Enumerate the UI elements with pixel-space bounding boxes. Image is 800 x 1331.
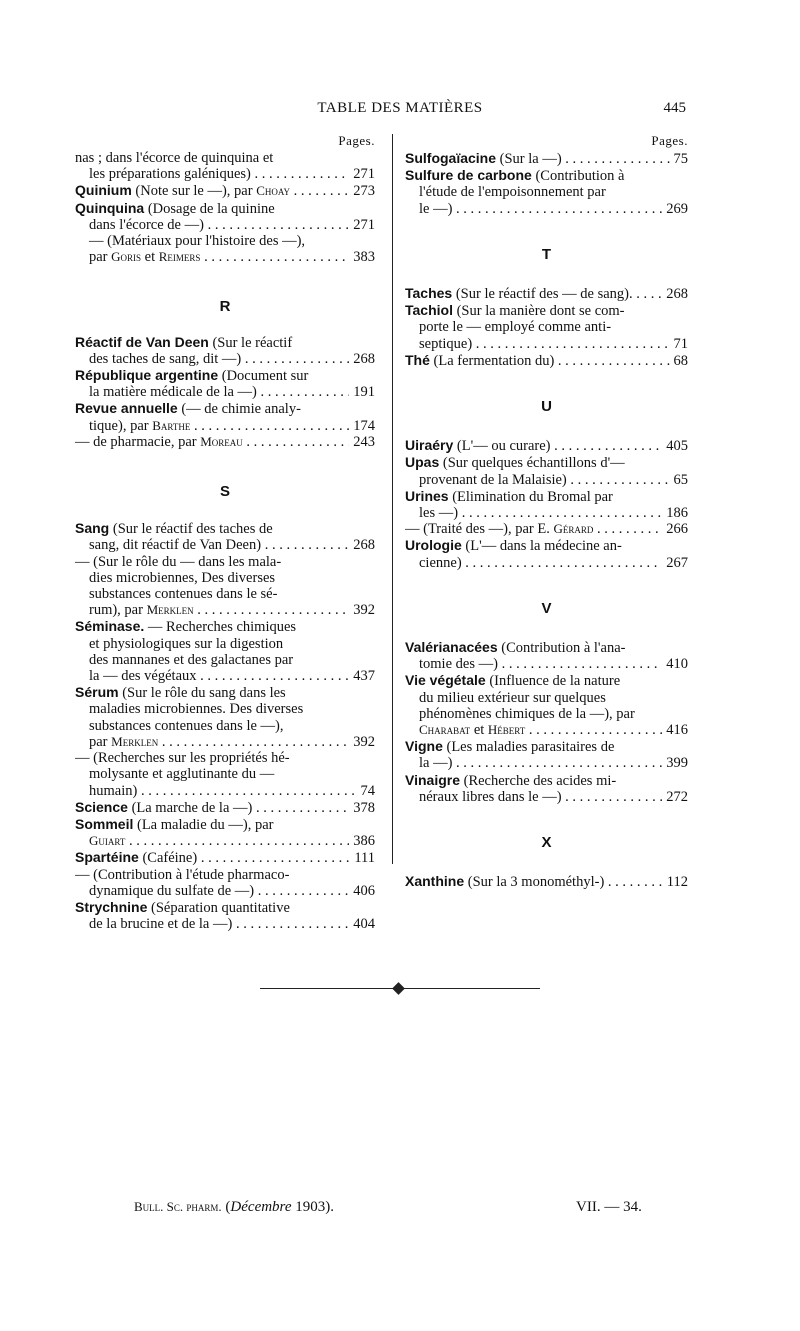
index-line: néraux libres dans le —) . . . 272 [405,789,688,805]
index-entry-serum: Sérum (Sur le rôle du sang dans les [75,684,286,702]
index-entry-sommeil: Sommeil (La maladie du —), par [75,815,274,833]
index-entry-sang: Sang (Sur le réactif des taches de [75,520,273,538]
index-line: — (Sur le rôle du — dans les mala- [75,553,282,570]
section-letter: R [219,298,231,316]
index-entry-valerianacees: Valérianacées (Contribution à l'ana- [405,639,626,657]
index-line: des mannanes et des galactanes par [89,651,294,668]
index-line: du milieu extérieur sur quelques [419,689,606,706]
index-line: molysante et agglutinante du — [89,766,275,783]
index-line: — (Contribution à l'étude pharmaco- [75,866,290,883]
index-entry-science: Science (La marche de la —) . . . 378 [75,799,375,816]
index-line: rum), par Merklen . . . 392 [75,602,375,618]
index-entry-revue: Revue annuelle (— de chimie analy- [75,400,301,418]
footer-citation: Bull. Sc. pharm. (Décembre 1903). [134,1199,334,1215]
page-number: 445 [663,100,686,116]
index-line: sang, dit réactif de Van Deen) . . . 268 [75,537,375,553]
index-line: de la brucine et de la —) . . . 404 [75,916,375,932]
index-line: — (Matériaux pour l'histoire des —), [89,233,306,250]
index-entry-vie-vegetale: Vie végétale (Influence de la nature [405,672,621,690]
index-entry-xanthine: Xanthine (Sur la 3 monométhyl-) . . . 112 [405,873,688,890]
index-entry-strychnine: Strychnine (Séparation quantitative [75,898,290,916]
index-line: Charabat et Hébert . . . 416 [405,722,688,738]
index-entry-urologie: Urologie (L'— dans la médecine an- [405,537,622,555]
diamond-icon [392,982,405,995]
pages-label: Pages. [651,133,688,148]
index-line: l'étude de l'empoisonnement par [419,184,606,201]
index-line: des taches de sang, dit —) . . . 268 [75,351,375,367]
index-line: — (Recherches sur les propriétés hé- [75,750,290,767]
index-entry-quinium: Quinium (Note sur le —), par Choay . . . 273 [75,182,375,199]
section-letter: V [541,599,552,617]
index-entry-uiraery: Uiraéry (L'— ou curare) . . . 405 [405,437,688,454]
index-entry-reactif: Réactif de Van Deen (Sur le réactif [75,333,293,351]
index-line: substances contenues dans le sé- [89,586,278,603]
index-entry-the: Thé (La fermentation du) . . . 68 [405,352,688,369]
page-title: TABLE DES MATIÈRES [317,100,483,116]
index-entry-sulfogaiacine: Sulfogaïacine (Sur la —) . . . 75 [405,150,688,167]
footer-signature: VII. — 34. [576,1199,642,1215]
index-line: septique) . . . 71 [405,336,688,352]
index-line: tomie des —) . . . 410 [405,656,688,672]
index-entry-vinaigre: Vinaigre (Recherche des acides mi- [405,771,617,789]
section-letter: X [541,834,552,852]
page-header [0,100,800,120]
index-line: dynamique du sulfate de —) . . . 406 [75,883,375,899]
index-entry-taches: Taches (Sur le réactif des — de sang). . . . 268 [405,285,688,302]
index-line: la — des végétaux . . . 437 [75,668,375,684]
index-line: — (Traité des —), par E. Gérard . . . 266 [405,521,688,537]
section-letter: T [541,245,552,263]
index-line: maladies microbiennes. Des diverses [89,701,304,718]
index-entry-quinquina: Quinquina (Dosage de la quinine [75,199,275,217]
index-line: par Merklen . . . 392 [75,734,375,750]
index-line: la matière médicale de la —) . . . 191 [75,384,375,400]
right-column [405,134,688,891]
index-entry-sulfure: Sulfure de carbone (Contribution à [405,167,625,185]
index-line: nas ; dans l'écorce de quinquina et [75,150,274,166]
index-entry-seminase: Séminase. — Recherches chimiques [75,618,297,636]
index-entry-republique: République argentine (Document sur [75,367,309,385]
index-line: par Goris et Reimers . . . 383 [75,249,375,265]
index-entry-upas: Upas (Sur quelques échantillons d'— [405,454,625,472]
column-divider [392,134,393,864]
section-letter: U [541,398,552,416]
index-line: porte le — employé comme anti- [419,319,612,336]
index-line: — de pharmacie, par Moreau . . . 243 [75,434,375,450]
index-entry-vigne: Vigne (Les maladies parasitaires de [405,738,615,756]
index-line: et physiologiques sur la digestion [89,635,284,652]
index-line: dies microbiennes, Des diverses [89,569,276,586]
index-line: les préparations galéniques) . . . 271 [75,166,375,182]
index-line: substances contenues dans le —), [89,717,284,734]
section-letter: S [219,483,230,501]
index-entry-tachiol: Tachiol (Sur la manière dont se com- [405,302,625,320]
index-line: phénomènes chimiques de la —), par [419,705,635,722]
index-line: la —) . . . 399 [405,755,688,771]
index-line: humain) . . . 74 [75,783,375,799]
index-entry-urines: Urines (Elimination du Bromal par [405,487,613,505]
index-line: cienne) . . . 267 [405,555,688,571]
end-ornament [260,984,540,994]
index-line: les —) . . . 186 [405,505,688,521]
left-column [75,134,375,932]
pages-label: Pages. [338,133,375,148]
index-line: Guiart . . . 386 [75,833,375,849]
index-line: le —) . . . 269 [405,201,688,217]
index-entry-sparteine: Spartéine (Caféine) . . . 111 [75,849,375,866]
index-line: provenant de la Malaisie) . . . 65 [405,472,688,488]
index-line: dans l'écorce de —) . . . 271 [75,217,375,233]
index-line: tique), par Barthe . . . 174 [75,418,375,434]
